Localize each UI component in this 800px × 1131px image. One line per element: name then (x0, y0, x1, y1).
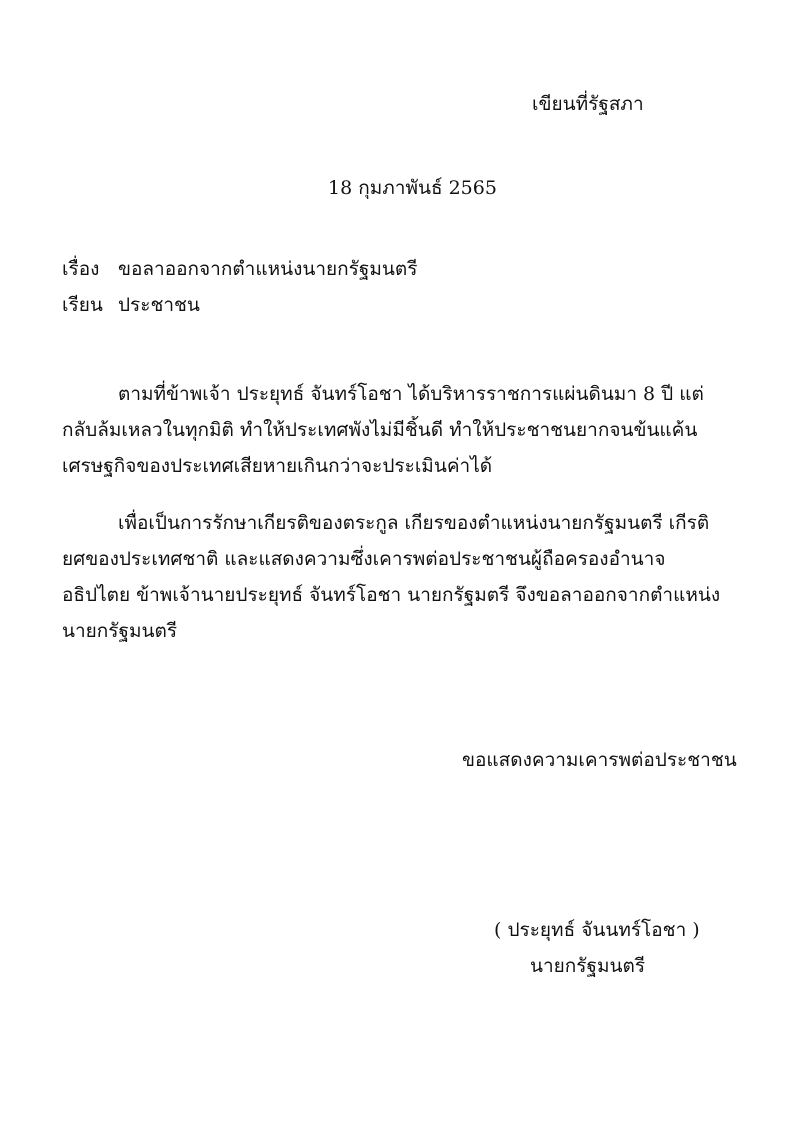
signature-title: นายกรัฐมนตรี (530, 955, 646, 977)
letter-date: 18 กุมภาพันธ์ 2565 (328, 177, 497, 199)
subject-label: เรื่อง (62, 258, 100, 280)
closing-line: ขอแสดงความเคารพต่อประชาชน (462, 749, 737, 771)
recipient-text: ประชาชน (118, 294, 200, 316)
recipient-label: เรียน (62, 294, 103, 316)
body-paragraph-2: เพื่อเป็นการรักษาเกียรติของตระกูล เกียรของตำแหน่งนายกรัฐมนตรี เกีรติยศของประเทศชาติ และแสดงความซึ่งเคารพต่อประชาชนผู้ถือครองอำนาจอธิปไตย ข้าพเจ้านายประยุทธ์ จันทร์โอชา นายกรัฐมตรี จึงขอลาออกจากตำแหน่งนายกรัฐมนตรี (62, 512, 721, 642)
letter-place: เขียนที่รัฐสภา (532, 93, 644, 115)
subject-text: ขอลาออกจากตำแหน่งนายกรัฐมนตรี (118, 258, 418, 280)
body-paragraph-1: ตามที่ข้าพเจ้า ประยุทธ์ จันทร์โอชา ได้บริหารราชการแผ่นดินมา 8 ปี แต่กลับล้มเหลวในทุกมิติ ทำให้ประเทศพังไม่มีชิ้นดี ทำให้ประชาชนยากจนข้นแค้น เศรษฐกิจของประเทศเสียหายเกินกว่าจะประเมินค่าได้ (62, 383, 704, 477)
signature-name: ( ประยุทธ์ จันนทร์โอชา ) (494, 919, 700, 941)
